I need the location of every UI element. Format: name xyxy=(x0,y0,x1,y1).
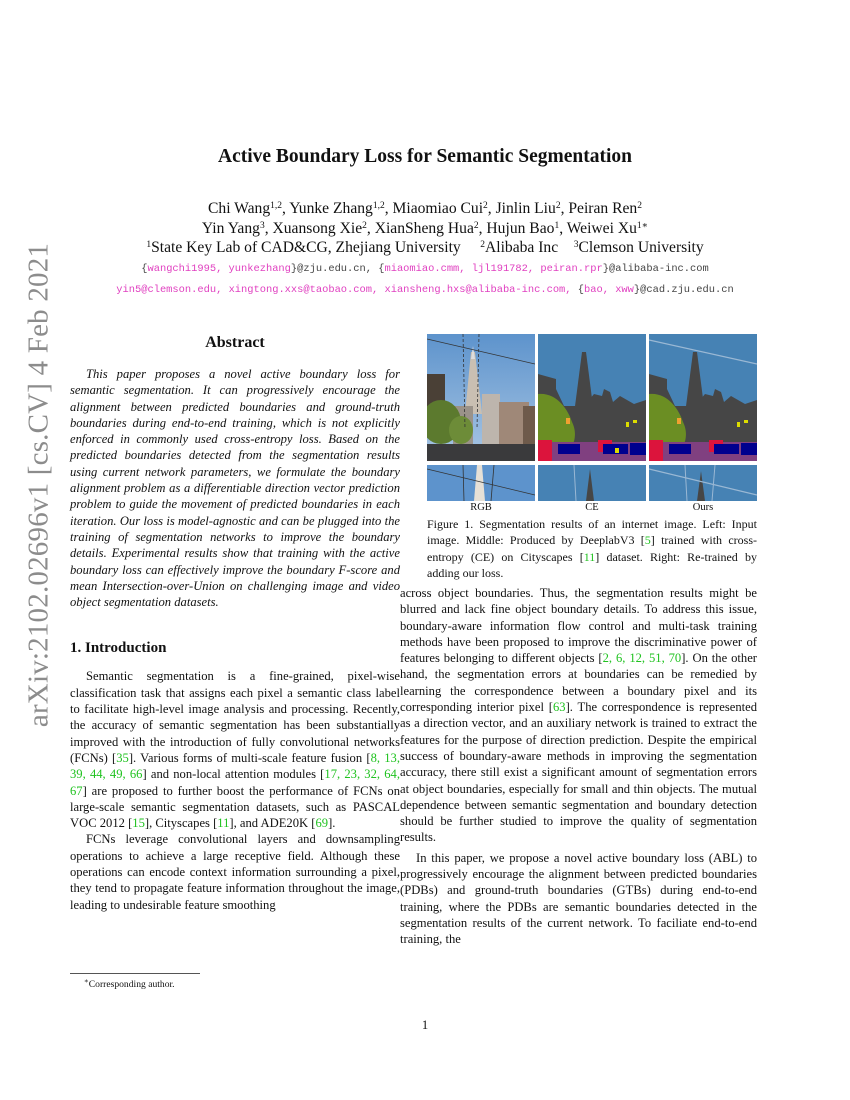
intro-paragraph-2-continued: across object boundaries. Thus, the segmentation results might be blurred and lack fine object boundary details. To address this issue, boundary-aware information flow control and multi-task training methods have been proposed to improve the discriminative power of features belonging to different objects [2, 6, 12, 51, 70]. On the other hand, the segmentation errors at boundaries can be remedied by learning the correspondence between a boundary pixel and its corresponding interior pixel [63]. The correspondence is represented as a direction vector, and an auxiliary network is trained to extract the features for the purpose of direction prediction. Despite the empirical success of boundary-aware methods in improving the segmentation accuracy, there still exist a significant amount of segmentation errors at object boundaries, especially for small and thin objects. The mutual dependence between semantic segmentation and boundary detection should be further studied to improve the quality of segmentation results. xyxy=(400,586,758,845)
rgb-zoom-crop xyxy=(427,465,535,501)
email-link[interactable]: xiansheng.hxs@alibaba-inc.com, xyxy=(384,284,572,296)
ours-segmentation-image xyxy=(649,334,757,461)
ours-zoom-crop xyxy=(649,465,757,501)
citation-link[interactable]: 35 xyxy=(116,750,129,765)
author: XianSheng Hua$^2$ xyxy=(374,219,479,237)
author-block xyxy=(0,199,850,258)
left-column xyxy=(70,334,400,913)
email-link[interactable]: bao, xww xyxy=(584,284,634,296)
abstract-text: This paper proposes a novel active boundary loss for semantic segmentation. It can progressively encourage the alignment between predicted boundaries and ground-truth boundaries during end-to-end training, which is not explicitly enforced in commonly used cross-entropy loss. Based on the predicted boundaries detected from the segmentation results using current network parameters, we formulate the boundary alignment problem as a differentiable direction vector prediction problem to guide the movement of predicted boundaries in each iteration. Our loss is model-agnostic and can be plugged into the training of segmentation networks to improve the boundary details. Experimental results show that training with the active boundary loss can effectively improve the boundary F-score and mean Intersection-over-Union on challenging image and video object segmentation datasets. xyxy=(70,367,400,610)
affiliation: $^3$Clemson University xyxy=(573,239,704,256)
author: Weiwei $Xu^{1∗}$ xyxy=(566,219,649,237)
intro-paragraph-3: In this paper, we propose a novel active boundary loss (ABL) to progressively encourage the alignment between predicted boundaries (PDBs) and ground-truth boundaries (GTBs) during end-to-end training, where the PDBs are semantic boundaries detected in the segmentation results of the current network. To faciliate end-to-end training, the xyxy=(400,850,757,947)
author: Xuansong Xie$^2$ xyxy=(272,219,367,237)
author: Yin Yang$^3$ xyxy=(201,219,265,237)
citation-link[interactable]: 15 xyxy=(132,816,145,831)
citation-link[interactable]: 5 xyxy=(644,533,651,548)
introduction-heading: 1. Introduction xyxy=(70,640,167,657)
email-link[interactable]: xingtong.xxs@taobao.com, xyxy=(228,284,379,296)
citation-link[interactable]: 69 xyxy=(315,816,329,831)
citation-link[interactable]: 2, 6, 12, 51, 70 xyxy=(602,651,682,666)
email-link[interactable]: miaomiao.cmm, ljl191782, peiran.rpr xyxy=(384,263,603,275)
footnote: ∗Corresponding author. xyxy=(84,977,175,991)
rgb-input-image xyxy=(427,334,535,461)
ce-segmentation-image xyxy=(538,334,646,461)
intro-paragraph-1: Semantic segmentation is a fine-grained, pixel-wise classification task that assigns each pixel a semantic class label to facilitate high-level image analysis and processing. Recently, the accuracy of semantic segmentation has been substantially improved with the introduction of fully convolutional networks (FCNs) [35]. Various forms of multi-scale feature fusion [8, 13, 39, 44, 49, 66] and non-local attention modules [17, 23, 32, 64, 67] are proposed to further boost the performance of FCNs on large-scale semantic segmentation datasets, such as PASCAL VOC 2012 [15], Cityscapes [11], and ADE20K [69]. xyxy=(70,669,400,831)
emails-line-2: yin5@clemson.edu, xingtong.xxs@taobao.com, xiansheng.hxs@alibaba-inc.com, {bao, xww}@cad.zju.edu.cn xyxy=(116,284,734,296)
author: Yunke Zhang$^{1,2}$ xyxy=(289,200,385,217)
affiliations xyxy=(0,238,850,258)
author: Chi Wang$^{1,2}$ xyxy=(208,200,283,217)
intro-paragraph-2: FCNs leverage convolutional layers and downsampling operations to achieve a large receptive field. Although these operations can encode context information surrounding a pixel, they tend to propagate feature information throughout the image, leading to undesirable feature smoothing xyxy=(70,832,400,912)
figure-1-image-grid xyxy=(427,334,757,502)
figure-1-caption: Figure 1. Segmentation results of an internet image. Left: Input image. Middle: Produced by DeeplabV3 [5] trained with cross-entropy (CE) on Cityscapes [11] dataset. Right: Re-trained by adding our loss. xyxy=(427,517,758,580)
citation-link[interactable]: 17, 23, 32, 64, 67 xyxy=(70,767,400,798)
page-number: 1 xyxy=(421,1018,429,1032)
author: Miaomiao Cui$^2$ xyxy=(392,200,488,217)
citation-link[interactable]: 11 xyxy=(583,549,596,564)
authors-line-1: Chi Wang$^{1,2}$, Yunke Zhang$^{1,2}$, Miaomiao Cui$^2$, Jinlin Liu$^2$, Peiran Ren$^2$ xyxy=(208,200,642,217)
figure-1 xyxy=(427,334,757,581)
paper-title: Active Boundary Loss for Semantic Segmentation xyxy=(217,146,632,167)
affiliation: $^1$State Key Lab of CAD&CG, Zhejiang University xyxy=(146,239,461,256)
emails-line-1: {wangchi1995, yunkezhang}@zju.edu.cn, {miaomiao.cmm, ljl191782, peiran.rpr}@alibaba-inc.com xyxy=(141,263,709,275)
abstract-heading: Abstract xyxy=(205,334,265,351)
label-ce: CE xyxy=(585,502,599,513)
affiliation: $^2$Alibaba Inc xyxy=(480,239,559,256)
author: Peiran Ren$^2$ xyxy=(568,200,642,217)
ce-zoom-crop xyxy=(538,465,646,501)
authors-line-2: Yin Yang$^3$, Xuansong Xie$^2$, XianSheng Hua$^2$, Hujun Bao$^1$, Weiwei $Xu^{1∗}$ xyxy=(201,219,649,237)
email-link[interactable]: yin5@clemson.edu, xyxy=(116,284,223,296)
footnote-divider xyxy=(70,973,200,974)
email-link[interactable]: wangchi1995, yunkezhang xyxy=(147,263,291,275)
arxiv-stamp xyxy=(14,242,64,728)
author: Jinlin Liu$^2$ xyxy=(495,200,561,217)
label-rgb: RGB xyxy=(470,502,492,513)
label-ours: Ours xyxy=(692,502,714,513)
citation-link[interactable]: 11 xyxy=(217,816,230,831)
arxiv-identifier: arXiv:2102.02696v1 [cs.CV] 4 Feb 2021 xyxy=(22,242,55,728)
right-column xyxy=(400,585,757,948)
author: Hujun Bao$^1$ xyxy=(486,219,560,237)
figure-1-column-labels xyxy=(427,502,757,516)
citation-link[interactable]: 8, 13, 39, 44, 49, 66 xyxy=(70,750,400,782)
citation-link[interactable]: 63 xyxy=(552,700,566,715)
